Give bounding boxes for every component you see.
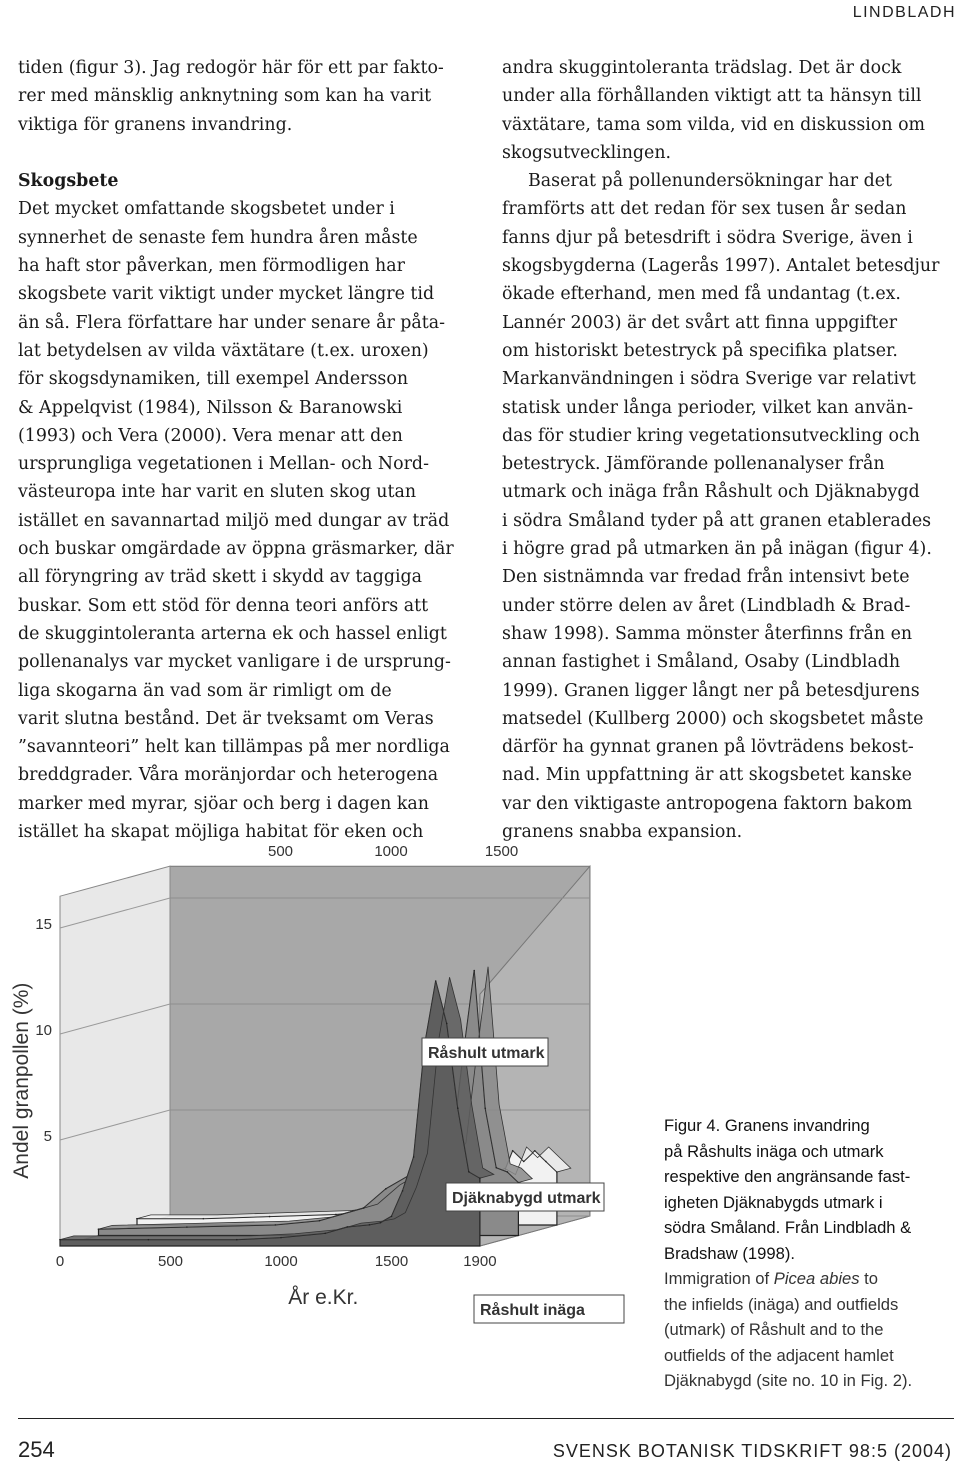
data-point xyxy=(341,1214,343,1216)
data-point xyxy=(512,1150,514,1152)
data-point xyxy=(136,1218,138,1220)
text-line: & Appelqvist (1984), Nilsson & Baranowski xyxy=(18,397,403,418)
data-point xyxy=(556,1171,558,1173)
text-line: fanns djur på betesdrift i södra Sverige, även i xyxy=(502,227,913,248)
x-tick-label-back: 500 xyxy=(267,843,294,861)
footer-rule xyxy=(18,1418,954,1419)
text-line: Det mycket omfattande skogsbetet under i xyxy=(18,199,395,220)
y-axis-title: Andel granpollen (%) xyxy=(10,982,33,1179)
data-point xyxy=(59,1239,61,1241)
data-point xyxy=(507,1171,509,1173)
caption-english-line: Djäknabygd (site no. 10 in Fig. 2). xyxy=(664,1371,913,1390)
data-point xyxy=(275,1224,277,1226)
caption-swedish-line: södra Småland. Från Lindbladh & xyxy=(664,1218,912,1237)
text-line: Lannér 2003) är det svårt att finna uppgifter xyxy=(502,312,898,333)
x-tick-label-back: 1500 xyxy=(484,843,519,861)
caption-swedish-line: respektive den angränsande fast- xyxy=(664,1167,911,1186)
text-line: viktiga för granens invandring. xyxy=(18,114,293,135)
text-line: istället en savannartad miljö med dungar av träd xyxy=(18,510,450,531)
body-paragraph xyxy=(18,195,458,846)
text-line: rer med mänsklig anknytning som kan ha varit xyxy=(18,86,432,107)
text-line: därför ha gynnat granen på lövträdens bekost- xyxy=(502,737,914,758)
text-line: liga skogarna än vad som är rimligt om de xyxy=(18,680,392,701)
data-point xyxy=(363,1207,365,1209)
data-point xyxy=(98,1228,100,1230)
caption-species: Picea abies xyxy=(773,1269,860,1288)
data-point xyxy=(413,1156,415,1158)
data-point xyxy=(148,1239,150,1241)
text-line: framförts att det redan för sex tusen år sedan xyxy=(502,199,907,220)
data-point xyxy=(347,1226,349,1228)
text-line: granens snabba expansion. xyxy=(502,822,743,843)
text-line: lat betydelsen av vilda växtätare (t.ex. uroxen) xyxy=(18,340,429,361)
caption-english-suffix: to xyxy=(859,1269,878,1288)
data-point xyxy=(335,1214,337,1216)
data-point xyxy=(468,1171,470,1173)
data-point xyxy=(186,1226,188,1228)
text-line: istället ha skapat möjliga habitat för eken och xyxy=(18,822,424,843)
text-line: synnerhet de senaste fem hundra åren måste xyxy=(18,227,418,248)
right-paragraph-2 xyxy=(502,167,948,846)
x-tick-label: 0 xyxy=(55,1253,65,1270)
series-label: Råshult inäga xyxy=(480,1302,585,1319)
text-line: än så. Flera författare har under senare år påta- xyxy=(18,312,446,333)
caption-english-line: outfields of the adjacent hamlet xyxy=(664,1345,894,1365)
caption-english-line: (utmark) of Råshult and to the xyxy=(664,1320,884,1339)
data-point xyxy=(380,1222,382,1224)
data-point xyxy=(269,1216,271,1218)
data-point xyxy=(446,1023,448,1025)
running-header-author: LINDBLADH xyxy=(852,4,956,21)
data-point xyxy=(369,1224,371,1226)
text-line: matsedel (Kullberg 2000) och skogsbetet måste xyxy=(502,708,924,729)
data-point xyxy=(534,1150,536,1152)
text-line: ”savannteori” helt kan tillämpas på mer nordliga xyxy=(18,737,450,758)
left-column xyxy=(18,54,458,846)
x-tick-label-back: 1000 xyxy=(374,843,408,861)
data-point xyxy=(496,1167,498,1169)
data-point xyxy=(435,980,437,982)
right-column xyxy=(502,54,948,846)
journal-title: SVENSK BOTANISK TIDSKRIFT 98:5 (2004) xyxy=(552,1441,952,1461)
x-tick-label: 1500 xyxy=(374,1253,409,1270)
data-point xyxy=(402,1190,404,1192)
data-point xyxy=(203,1218,205,1220)
text-line: i högre grad på utmarken än på inägan (figur 4). xyxy=(502,539,932,560)
data-point xyxy=(236,1239,238,1241)
data-point xyxy=(391,1216,393,1218)
data-point xyxy=(457,1107,459,1109)
text-line: skogsbygderna (Lagerås 1997). Antalet betesdjur xyxy=(502,256,940,277)
text-line: Den sistnämnda var fredad från intensivt bete xyxy=(502,567,910,588)
caption-swedish-line: på Råshults inäga och utmark xyxy=(664,1141,884,1161)
text-line: betestryck. Jämförande pollenanalyser från xyxy=(502,454,885,475)
page-number: 254 xyxy=(18,1437,55,1462)
caption-swedish-line: igheten Djäknabygds utmark i xyxy=(664,1192,883,1212)
data-point xyxy=(523,1161,525,1163)
text-line: ursprungliga vegetationen i Mellan- och Nord- xyxy=(18,454,429,475)
text-line: Baserat på pollenundersökningar har det xyxy=(528,171,893,192)
text-line: ökade efterhand, men med få undantag (t.ex. xyxy=(502,284,901,305)
text-line: shaw 1998). Samma mönster återfinns från en xyxy=(502,623,913,644)
y-tick-label: 10 xyxy=(35,1022,52,1039)
text-line: buskar. Som ett stöd för denna teori anförs att xyxy=(18,595,429,616)
series-label: Råshult utmark xyxy=(428,1045,545,1062)
text-line: marker med myrar, sjöar och berg i dagen kan xyxy=(18,793,429,814)
text-line: växtätare, tama som vilda, vid en diskussion om xyxy=(502,114,926,135)
text-line: annan fastighet i Småland, Osaby (Lindbladh xyxy=(502,652,901,673)
text-line: pollenanalys var mycket vanligare i de ursprung- xyxy=(18,652,451,673)
text-line: das för studier kring vegetationsutveckling och xyxy=(502,425,920,446)
text-line: de skuggintoleranta arterna ek och hassel enligt xyxy=(18,623,447,644)
text-line: skogsutvecklingen. xyxy=(502,142,672,163)
x-tick-label: 500 xyxy=(157,1253,184,1270)
x-tick-label: 1000 xyxy=(264,1253,298,1270)
intro-paragraph xyxy=(18,54,458,139)
data-point xyxy=(280,1237,282,1239)
text-line: Markanvändningen i södra Sverige var relativt xyxy=(502,369,916,390)
caption-swedish-line: Bradshaw (1998). xyxy=(664,1243,795,1263)
figure-caption xyxy=(664,1113,954,1394)
text-line: i södra Småland tyder på att granen etablerades xyxy=(502,510,932,531)
section-heading: Skogsbete xyxy=(18,171,119,192)
text-line: statisk under långa perioder, vilket kan använ- xyxy=(502,397,914,418)
text-line: ha haft stor påverkan, men förmodligen har xyxy=(18,256,405,277)
data-point xyxy=(473,970,475,972)
text-line: för skogsdynamiken, till exempel Andersson xyxy=(18,369,409,390)
text-line: nad. Min uppfattning är att skogsbetet kanske xyxy=(502,765,912,786)
y-tick-label: 15 xyxy=(35,916,52,933)
text-line: under större delen av året (Lindbladh & Brad- xyxy=(502,595,911,616)
text-line: och buskar omgärdade av öppna gräsmarker, där xyxy=(18,539,454,560)
caption-swedish-line: Figur 4. Granens invandring xyxy=(664,1116,870,1135)
x-axis-title: År e.Kr. xyxy=(288,1286,359,1309)
text-line: 1999). Granen ligger långt ner på betesdjurens xyxy=(502,680,920,701)
caption-english-line: the infields (inäga) and outfields xyxy=(664,1294,899,1314)
x-tick-label: 1900 xyxy=(463,1253,497,1270)
text-line: var den viktigaste antropogena faktorn bakom xyxy=(502,793,913,814)
data-point xyxy=(385,1188,387,1190)
right-paragraph-1 xyxy=(502,54,948,167)
text-line: (1993) och Vera (2000). Vera menar att den xyxy=(18,425,403,446)
y-tick-label: 5 xyxy=(43,1128,52,1145)
text-line: skogsbete varit viktigt under mycket längre tid xyxy=(18,284,435,305)
text-line: varit slutna bestånd. Det är tveksamt om Veras xyxy=(18,708,434,729)
data-point xyxy=(484,1108,486,1110)
caption-english-line xyxy=(664,1266,954,1292)
series-label: Djäknabygd utmark xyxy=(452,1190,601,1207)
data-point xyxy=(545,1161,547,1163)
text-line: om historiskt betestryck på specifika platser. xyxy=(502,340,898,361)
text-line: utmark och inäga från Råshult och Djäknabygd xyxy=(502,482,920,503)
data-point xyxy=(319,1220,321,1222)
text-line: andra skuggintoleranta trädslag. Det är dock xyxy=(502,58,902,78)
text-line: breddgrader. Våra moränjordar och heterogena xyxy=(18,765,439,786)
text-line: tiden (figur 3). Jag redogör här för ett par fakto- xyxy=(18,58,444,78)
caption-english-prefix: Immigration of xyxy=(664,1269,774,1288)
text-line: all föryngring av träd skett i skydd av taggiga xyxy=(18,567,423,588)
figure-4-chart xyxy=(0,843,640,1400)
text-line: västeuropa inte har varit en sluten skog utan xyxy=(18,482,417,503)
data-point xyxy=(479,1177,481,1179)
text-line: under alla förhållanden viktigt att ta hänsyn till xyxy=(502,86,922,107)
data-point xyxy=(324,1232,326,1234)
